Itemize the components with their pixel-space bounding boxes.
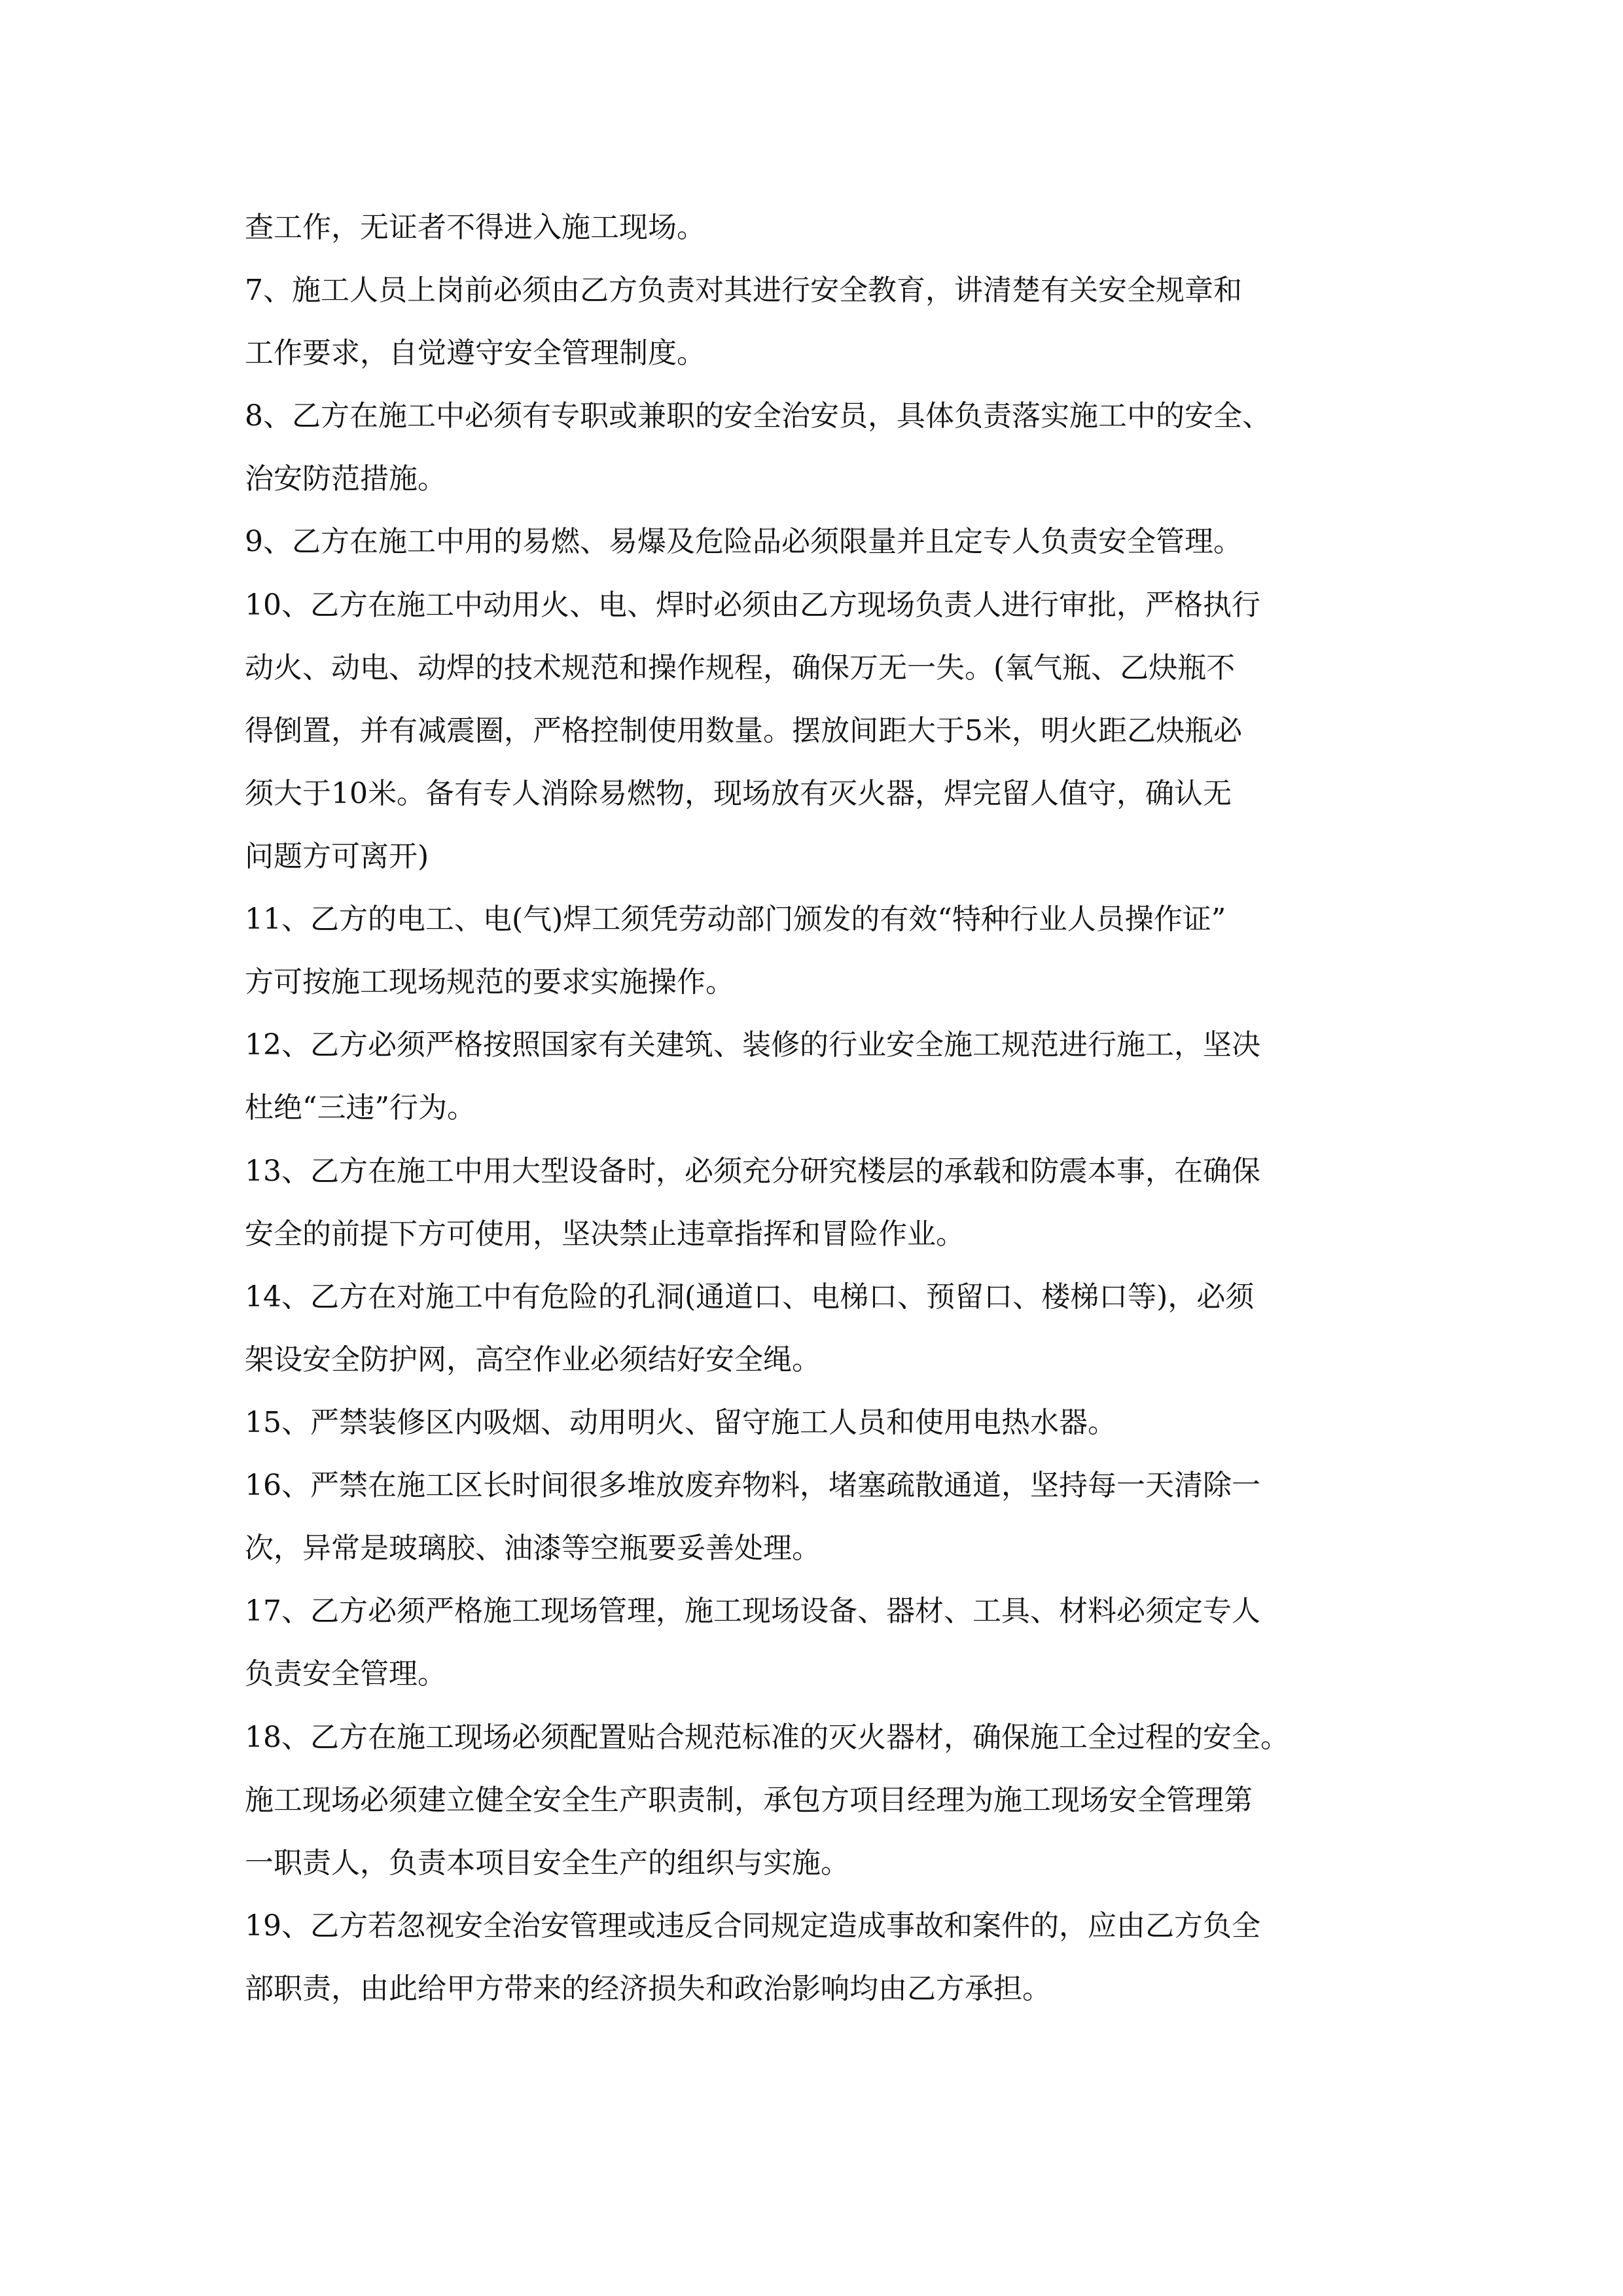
text-line: 7、施工人员上岗前必须由乙方负责对其进行安全教育，讲清楚有关安全规章和 [245, 274, 1242, 307]
text-line: 架设安全防护网，高空作业必须结好安全绳。 [245, 1343, 821, 1376]
text-line: 施工现场必须建立健全安全生产职责制，承包方项目经理为施工现场安全管理第 [245, 1784, 1253, 1817]
text-line: 次，异常是玻璃胶、油漆等空瓶要妥善处理。 [245, 1532, 821, 1565]
text-line: 治安防范措施。 [245, 462, 446, 495]
text-line: 17、乙方必须严格施工现场管理，施工现场设备、器材、工具、材料必须定专人 [245, 1594, 1260, 1628]
text-line: 15、严禁装修区内吸烟、动用明火、留守施工人员和使用电热水器。 [245, 1406, 1116, 1439]
text-line: 安全的前提下方可使用，坚决禁止违章指挥和冒险作业。 [245, 1217, 965, 1251]
text-line: 19、乙方若忽视安全治安管理或违反合同规定造成事故和案件的，应由乙方负全 [245, 1909, 1260, 1943]
text-line: 负责安全管理。 [245, 1657, 446, 1691]
text-line: 问题方可离开) [245, 840, 429, 873]
text-line: 查工作，无证者不得进入施工现场。 [245, 211, 705, 244]
text-line: 11、乙方的电工、电(气)焊工须凭劳动部门颁发的有效“特种行业人员操作证” [245, 903, 1226, 936]
text-line: 部职责，由此给甲方带来的经济损失和政治影响均由乙方承担。 [245, 1972, 1051, 2005]
text-line: 12、乙方必须严格按照国家有关建筑、装修的行业安全施工规范进行施工，坚决 [245, 1028, 1260, 1062]
text-line: 14、乙方在对施工中有危险的孔洞(通道口、电梯口、预留口、楼梯口等)，必须 [245, 1280, 1255, 1314]
text-line: 9、乙方在施工中用的易燃、易爆及危险品必须限量并且定专人负责安全管理。 [245, 525, 1242, 558]
text-line: 方可按施工现场规范的要求实施操作。 [245, 965, 734, 999]
text-line: 10、乙方在施工中动用火、电、焊时必须由乙方现场负责人进行审批，严格执行 [245, 588, 1260, 622]
text-line: 8、乙方在施工中必须有专职或兼职的安全治安员，具体负责落实施工中的安全、 [245, 399, 1271, 433]
text-line: 16、严禁在施工区长时间很多堆放废弃物料，堵塞疏散通道，坚持每一天清除一 [245, 1469, 1260, 1502]
text-line: 18、乙方在施工现场必须配置贴合规范标准的灭火器材，确保施工全过程的安全。 [245, 1721, 1289, 1754]
text-line: 得倒置，并有减震圈，严格控制使用数量。摆放间距大于5米，明火距乙炔瓶必 [245, 714, 1242, 747]
text-line: 杜绝“三违”行为。 [245, 1091, 476, 1124]
text-line: 一职责人，负责本项目安全生产的组织与实施。 [245, 1846, 849, 1880]
text-line: 须大于10米。备有专人消除易燃物，现场放有灭火器，焊完留人值守，确认无 [245, 777, 1232, 810]
text-line: 13、乙方在施工中用大型设备时，必须充分研究楼层的承载和防震本事，在确保 [245, 1155, 1260, 1188]
text-line: 工作要求，自觉遵守安全管理制度。 [245, 336, 705, 370]
text-line: 动火、动电、动焊的技术规范和操作规程，确保万无一失。(氧气瓶、乙炔瓶不 [245, 651, 1236, 685]
